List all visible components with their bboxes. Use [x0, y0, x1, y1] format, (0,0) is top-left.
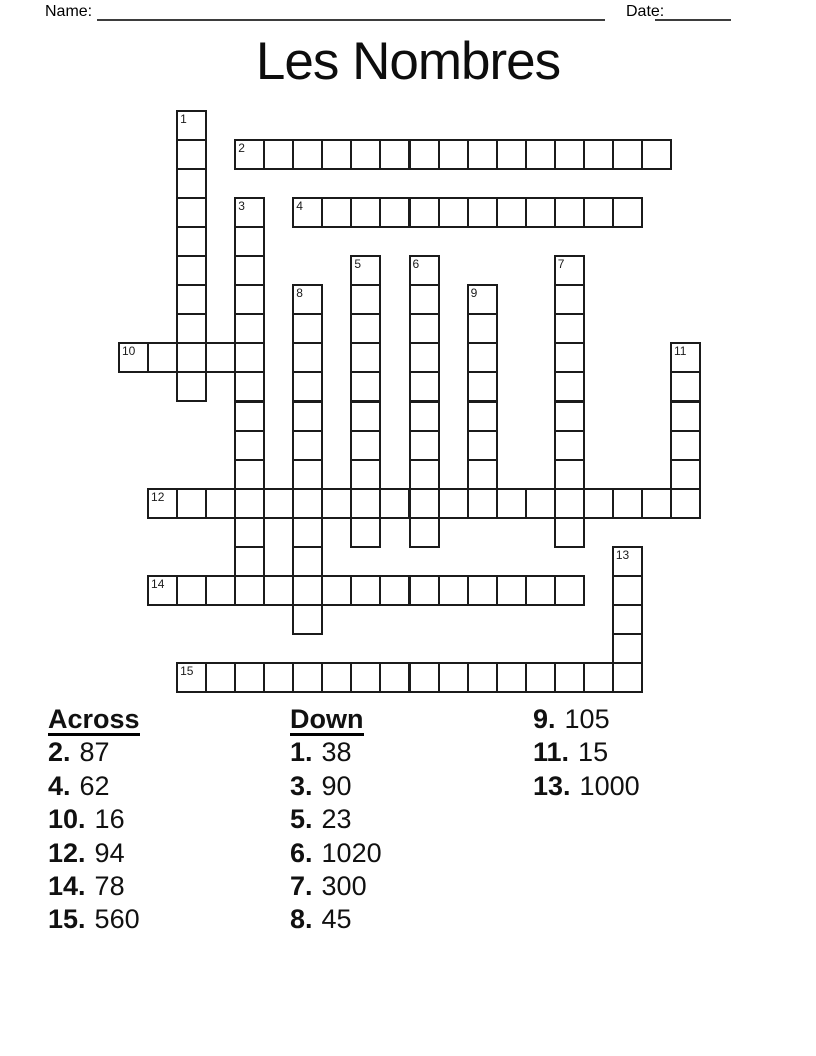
clue-text: 1000: [579, 770, 640, 801]
grid-cell: [554, 197, 585, 228]
grid-cell: [438, 139, 469, 170]
grid-cell: [496, 662, 527, 693]
grid-cell: [612, 633, 643, 664]
grid-cell: [467, 313, 498, 344]
grid-cell: [379, 575, 410, 606]
grid-cell: [496, 139, 527, 170]
across-clues-column: [48, 703, 140, 937]
grid-cell: [379, 662, 410, 693]
grid-cell: [234, 662, 265, 693]
grid-cell: [205, 488, 236, 519]
grid-cell: [554, 575, 585, 606]
grid-number-5: 5: [354, 257, 362, 272]
grid-number-11: 11: [673, 344, 687, 359]
grid-cell: [554, 342, 585, 373]
grid-cell: [350, 459, 381, 490]
grid-cell: [292, 139, 323, 170]
grid-cell: [409, 139, 440, 170]
grid-cell: [263, 488, 294, 519]
grid-number-15: 15: [180, 663, 194, 678]
grid-cell: [670, 430, 701, 461]
grid-cell: [409, 371, 440, 402]
clue-down-11: [533, 736, 640, 769]
grid-cell: [583, 662, 614, 693]
grid-cell: [467, 430, 498, 461]
grid-cell: [321, 197, 352, 228]
clue-down-7: [290, 870, 382, 903]
grid-cell: [554, 284, 585, 315]
grid-cell: [292, 459, 323, 490]
grid-cell: [525, 662, 556, 693]
name-label: Name:: [45, 3, 93, 20]
grid-cell: [176, 313, 207, 344]
grid-cell: [409, 284, 440, 315]
grid-cell: [612, 488, 643, 519]
grid-cell: [321, 488, 352, 519]
clue-text: 300: [321, 870, 367, 901]
grid-cell: [234, 226, 265, 257]
grid-cell: [176, 168, 207, 199]
grid-cell: [438, 197, 469, 228]
grid-cell: [234, 546, 265, 577]
grid-cell: [525, 575, 556, 606]
clue-across-10: [48, 803, 140, 836]
grid-cell: [641, 488, 672, 519]
clue-number: 1.: [290, 737, 313, 768]
grid-number-7: 7: [557, 257, 565, 272]
down-clue-list: [290, 736, 382, 936]
grid-cell: [670, 459, 701, 490]
clue-number: 3.: [290, 770, 313, 801]
grid-cell: [147, 342, 178, 373]
grid-cell: [205, 342, 236, 373]
grid-cell: [234, 459, 265, 490]
grid-cell: [409, 459, 440, 490]
grid-cell: [350, 517, 381, 548]
clue-across-2: [48, 736, 140, 769]
grid-cell: [350, 313, 381, 344]
grid-cell: [234, 401, 265, 432]
grid-cell: [554, 430, 585, 461]
grid-cell: [409, 488, 440, 519]
clue-number: 10.: [48, 804, 86, 835]
grid-cell: [467, 459, 498, 490]
grid-cell: [612, 662, 643, 693]
grid-cell: [350, 197, 381, 228]
grid-cell: [205, 575, 236, 606]
grid-number-10: 10: [122, 344, 136, 359]
grid-cell: [321, 575, 352, 606]
grid-cell: [234, 517, 265, 548]
grid-cell: [292, 604, 323, 635]
grid-cell: [321, 662, 352, 693]
clue-text: 45: [321, 904, 352, 935]
clue-number: 8.: [290, 904, 313, 935]
grid-cell: [292, 401, 323, 432]
clue-across-15: [48, 903, 140, 936]
grid-cell: [234, 255, 265, 286]
grid-cell: [292, 371, 323, 402]
clue-number: 12.: [48, 837, 86, 868]
down-clues-column: [290, 703, 382, 937]
clue-down-6: [290, 837, 382, 870]
clue-across-12: [48, 837, 140, 870]
grid-cell: [554, 401, 585, 432]
clue-text: 94: [94, 837, 125, 868]
grid-cell: [176, 255, 207, 286]
grid-cell: [176, 488, 207, 519]
grid-cell: [263, 139, 294, 170]
grid-cell: [350, 342, 381, 373]
grid-cell: [467, 401, 498, 432]
grid-cell: [554, 488, 585, 519]
grid-cell: [670, 488, 701, 519]
grid-cell: [234, 313, 265, 344]
grid-cell: [350, 139, 381, 170]
clue-down-13: [533, 770, 640, 803]
grid-cell: [379, 488, 410, 519]
grid-cell: [525, 488, 556, 519]
clue-text: 87: [79, 737, 110, 768]
grid-cell: [176, 139, 207, 170]
clue-number: 15.: [48, 904, 86, 935]
grid-cell: [467, 662, 498, 693]
clue-text: 90: [321, 770, 352, 801]
page-title: Les Nombres: [255, 32, 561, 91]
grid-cell: [263, 662, 294, 693]
grid-cell: [292, 342, 323, 373]
grid-number-4: 4: [296, 199, 303, 214]
clue-number: 5.: [290, 804, 313, 835]
grid-number-3: 3: [238, 199, 245, 214]
across-clue-list: [48, 736, 140, 936]
clue-text: 15: [578, 737, 609, 768]
clue-down-8: [290, 903, 382, 936]
grid-cell: [350, 488, 381, 519]
grid-cell: [176, 197, 207, 228]
grid-cell: [467, 488, 498, 519]
grid-number-9: 9: [470, 286, 478, 301]
clue-text: 62: [79, 770, 110, 801]
grid-cell: [409, 517, 440, 548]
grid-cell: [467, 139, 498, 170]
grid-number-1: 1: [180, 112, 187, 126]
grid-cell: [350, 401, 381, 432]
grid-cell: [583, 197, 614, 228]
grid-cell: [554, 459, 585, 490]
grid-cell: [554, 371, 585, 402]
grid-cell: [379, 197, 410, 228]
down-clues-continued-column: [533, 703, 640, 803]
grid-cell: [554, 139, 585, 170]
grid-number-8: 8: [296, 286, 303, 301]
clue-number: 9.: [533, 704, 556, 734]
grid-cell: [234, 284, 265, 315]
grid-cell: [409, 401, 440, 432]
clue-number: 14.: [48, 870, 86, 901]
grid-cell: [583, 488, 614, 519]
grid-cell: [205, 662, 236, 693]
clue-text: 1020: [321, 837, 382, 868]
clue-text: 23: [321, 804, 352, 835]
grid-cell: [234, 371, 265, 402]
grid-cell: [554, 517, 585, 548]
grid-cell: [350, 430, 381, 461]
grid-cell: [292, 488, 323, 519]
clue-down-3: [290, 770, 382, 803]
grid-cell: [612, 575, 643, 606]
grid-cell: [292, 662, 323, 693]
clue-across-4: [48, 770, 140, 803]
grid-cell: [525, 139, 556, 170]
grid-cell: [612, 139, 643, 170]
grid-cell: [409, 662, 440, 693]
down-header: Down: [290, 704, 364, 734]
grid-cell: [350, 284, 381, 315]
grid-cell: [641, 139, 672, 170]
grid-cell: [234, 342, 265, 373]
grid-cell: [321, 139, 352, 170]
grid-cell: [612, 604, 643, 635]
grid-cell: [409, 342, 440, 373]
grid-cell: [176, 284, 207, 315]
grid-cell: [350, 575, 381, 606]
grid-cell: [234, 430, 265, 461]
grid-cell: [496, 575, 527, 606]
grid-cell: [670, 401, 701, 432]
grid-cell: [409, 575, 440, 606]
grid-cell: [234, 488, 265, 519]
grid-cell: [670, 371, 701, 402]
across-header: Across: [48, 704, 140, 734]
grid-cell: [467, 197, 498, 228]
grid-number-14: 14: [151, 576, 165, 591]
grid-cell: [350, 662, 381, 693]
grid-cell: [496, 488, 527, 519]
grid-cell: [234, 575, 265, 606]
grid-cell: [379, 139, 410, 170]
grid-cell: [612, 197, 643, 228]
clue-text: 38: [321, 737, 352, 768]
grid-cell: [583, 139, 614, 170]
grid-cell: [263, 575, 294, 606]
date-label: Date:: [626, 3, 665, 20]
grid-cell: [292, 430, 323, 461]
grid-cell: [467, 371, 498, 402]
grid-cell: [554, 313, 585, 344]
clue-across-14: [48, 870, 140, 903]
clue-down-9: [533, 703, 640, 736]
grid-cell: [350, 371, 381, 402]
clue-number: 7.: [290, 870, 313, 901]
grid-number-6: 6: [412, 257, 420, 272]
grid-cell: [176, 371, 207, 402]
grid-cell: [409, 313, 440, 344]
clue-down-1: [290, 736, 382, 769]
grid-cell: [438, 575, 469, 606]
clue-text: 560: [94, 904, 140, 935]
grid-cell: [176, 575, 207, 606]
grid-cell: [554, 662, 585, 693]
grid-number-2: 2: [238, 141, 245, 156]
grid-cell: [525, 197, 556, 228]
grid-cell: [292, 575, 323, 606]
grid-number-12: 12: [151, 489, 165, 504]
down-clue-list-continued: [533, 703, 640, 803]
clue-number: 13.: [533, 770, 571, 801]
clue-number: 6.: [290, 837, 313, 868]
grid-cell: [176, 226, 207, 257]
grid-cell: [292, 313, 323, 344]
clue-text: 16: [94, 804, 125, 835]
grid-cell: [467, 575, 498, 606]
clue-text: 78: [94, 870, 125, 901]
clue-down-5: [290, 803, 382, 836]
grid-cell: [292, 517, 323, 548]
grid-cell: [409, 430, 440, 461]
grid-cell: [292, 546, 323, 577]
grid-cell: [409, 197, 440, 228]
grid-cell: [176, 342, 207, 373]
clue-text: 105: [564, 704, 610, 734]
clue-number: 2.: [48, 737, 71, 768]
clue-number: 4.: [48, 770, 71, 801]
grid-cell: [438, 488, 469, 519]
clue-number: 11.: [533, 737, 570, 768]
grid-cell: [438, 662, 469, 693]
grid-cell: [496, 197, 527, 228]
grid-cell: [467, 342, 498, 373]
grid-number-13: 13: [615, 547, 630, 562]
